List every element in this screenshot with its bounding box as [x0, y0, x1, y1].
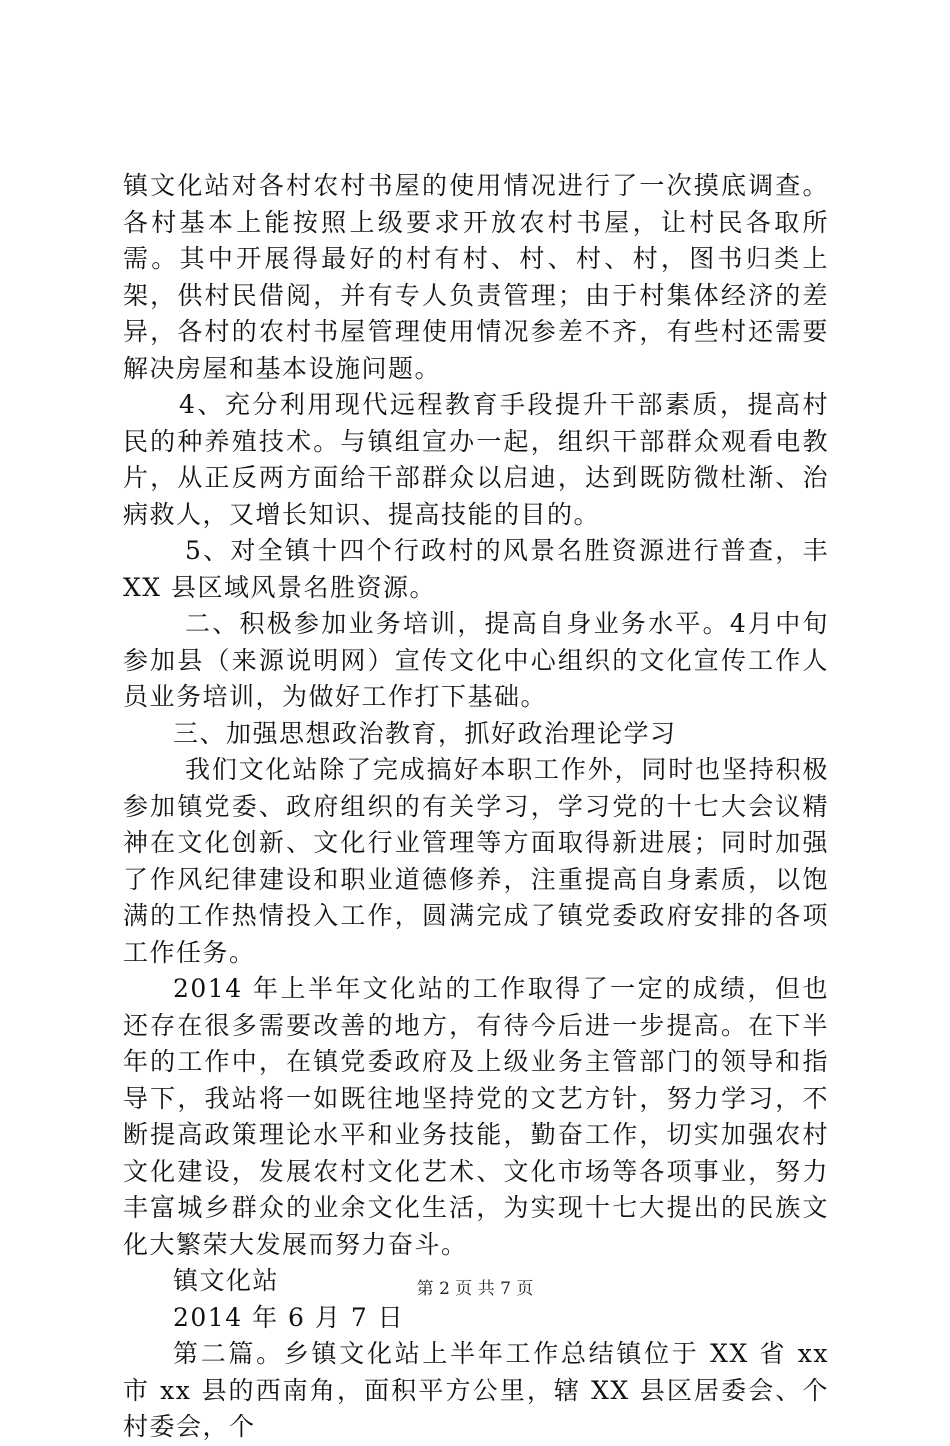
heading-section-3: 三、加强思想政治教育，抓好政治理论学习: [173, 718, 677, 748]
document-body: [123, 168, 829, 1446]
paragraph-section-2: 二、积极参加业务培训，提高自身业务水平。4月中旬参加县（来源说明网）宣传文化中心组织的文化宣传工作人员业务培训，为做好工作打下基础。: [123, 609, 829, 711]
paragraph-item-4: 4、充分利用现代远程教育手段提升干部素质，提高村民的种养殖技术。与镇组宣办一起，组织干部群众观看电教片，从正反两方面给干部群众以启迪，达到既防微杜渐、治病救人，又增长知识、提高技能的目的。: [123, 390, 829, 529]
signature-date: 2014 年 6 月 7 日: [173, 1302, 405, 1332]
paragraph-study: 我们文化站除了完成搞好本职工作外，同时也坚持积极参加镇党委、政府组织的有关学习，学习党的十七大会议精神在文化创新、文化行业管理等方面取得新进展；同时加强了作风纪律建设和职业道德修养，注重提高自身素质，以饱满的工作热情投入工作，圆满完成了镇党委政府安排的各项工作任务。: [123, 755, 829, 967]
paragraph-summary: 2014 年上半年文化站的工作取得了一定的成绩，但也还存在很多需要改善的地方，有待今后进一步提高。在下半年的工作中，在镇党委政府及上级业务主管部门的领导和指导下，我站将一如既往地坚持党的文艺方针，努力学习，不断提高政策理论水平和业务技能，勤奋工作，切实加强农村文化建设，发展农村文化艺术、文化市场等各项事业，努力丰富城乡群众的业余文化生活，为实现十七大提出的民族文化大繁荣大发展而努力奋斗。: [123, 974, 829, 1259]
signature-org: 镇文化站: [173, 1266, 280, 1295]
paragraph-part-two: 第二篇。乡镇文化站上半年工作总结镇位于 XX 省 xx 市 xx 县的西南角，面积平方公里，辖 XX 县区居委会、个村委会，个: [123, 1339, 829, 1441]
paragraph-survey: 镇文化站对各村农村书屋的使用情况进行了一次摸底调查。各村基本上能按照上级要求开放农村书屋，让村民各取所需。其中开展得最好的村有村、村、村、村，图书归类上架，供村民借阅，并有专人负责管理；由于村集体经济的差异，各村的农村书屋管理使用情况参差不齐，有些村还需要解决房屋和基本设施问题。: [123, 171, 829, 383]
page-number: 第 2 页 共 7 页: [416, 1279, 534, 1299]
paragraph-item-5: 5、对全镇十四个行政村的风景名胜资源进行普查，丰 XX 县区域风景名胜资源。: [123, 536, 829, 602]
